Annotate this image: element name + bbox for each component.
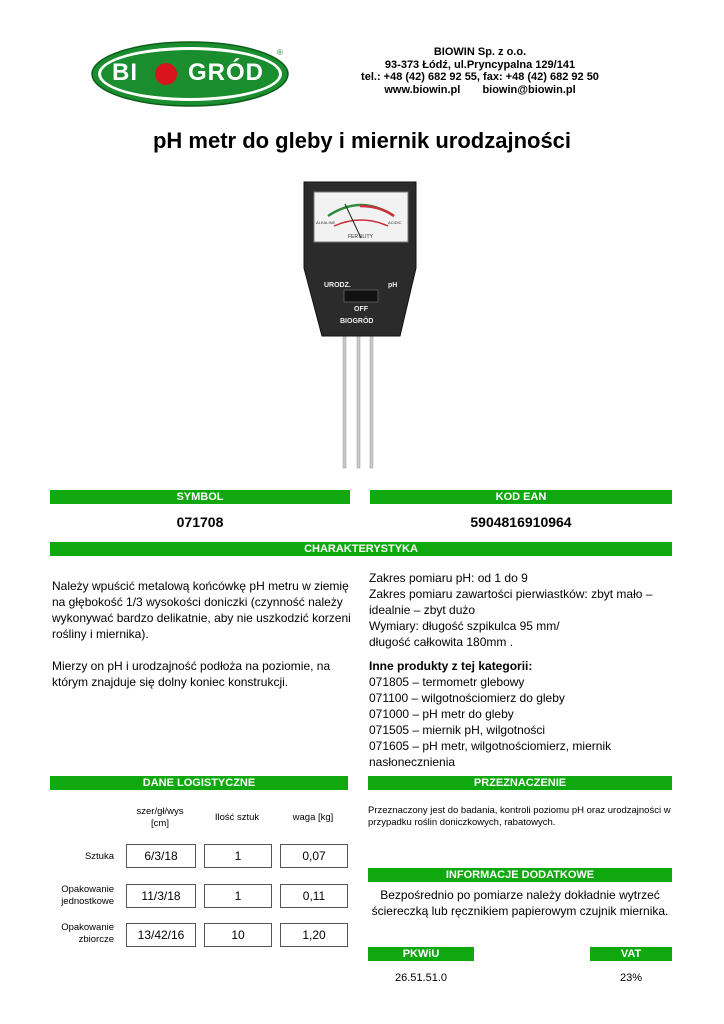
vat-value: 23% xyxy=(619,972,643,984)
specs-block xyxy=(369,570,669,650)
brand-logo xyxy=(90,40,290,108)
col-qty-header: Ilość sztuk xyxy=(214,812,260,823)
weight-cell: 0,07 xyxy=(280,844,348,868)
company-web-email xyxy=(300,84,660,97)
logistics-header: DANE LOGISTYCZNE xyxy=(50,776,348,790)
row-label-unit: Sztuka xyxy=(84,851,114,862)
logo-text-right: GRÓD xyxy=(188,59,264,86)
related-item: nasłonecznienia xyxy=(369,755,456,769)
qty-cell: 10 xyxy=(204,923,272,947)
related-title: Inne produkty z tej kategorii: xyxy=(369,659,533,673)
device-label-left: URODZ. xyxy=(324,282,351,289)
related-item: 071000 – pH metr do gleby xyxy=(369,707,514,721)
spec-line: Wymiary: długość szpikulca 95 mm/ xyxy=(369,619,560,633)
dial-label-bottom: FERTILITY xyxy=(348,234,373,240)
pkwiu-value: 26.51.51.0 xyxy=(395,972,447,984)
spec-line: idealnie – zbyt dużo xyxy=(369,603,476,617)
dims-cell: 6/3/18 xyxy=(126,844,196,868)
col-weight-header: waga [kg] xyxy=(292,812,334,823)
company-info xyxy=(300,46,660,96)
related-item: 071100 – wilgotnościomierz do gleby xyxy=(369,691,565,705)
logo-text-left: BI xyxy=(112,59,138,86)
ean-header: KOD EAN xyxy=(370,490,672,504)
related-products xyxy=(369,658,669,770)
apple-icon xyxy=(155,63,177,85)
ean-value: 5904816910964 xyxy=(470,514,572,530)
company-phone: tel.: +48 (42) 682 92 55, fax: +48 (42) 682 92 50 xyxy=(361,71,599,83)
page-title: pH metr do gleby i miernik urodzajności xyxy=(152,128,572,153)
row-label-unit-pack: Opakowanie jednostkowe xyxy=(61,884,114,907)
symbol-header: SYMBOL xyxy=(50,490,350,504)
col-dims-header: szer/gł/wys [cm] xyxy=(136,806,184,829)
symbol-value: 071708 xyxy=(176,514,224,530)
row-label-bulk-pack: Opakowanie zbiorcze xyxy=(61,922,114,945)
product-image xyxy=(300,180,422,472)
spec-line: Zakres pomiaru zawartości pierwiastków: zbyt mało – xyxy=(369,587,653,601)
registered-mark: ® xyxy=(277,48,283,57)
device-label-right: pH xyxy=(388,282,398,289)
extra-info-text: Bezpośrednio po pomiarze należy dokładnie wytrzeć ściereczką lub ręcznikiem papierowym czujnik miernika. xyxy=(371,888,669,918)
related-item: 071505 – miernik pH, wilgotności xyxy=(369,723,546,737)
pkwiu-header: PKWiU xyxy=(368,947,474,961)
related-item: 071605 – pH metr, wilgotnościomierz, miernik xyxy=(369,739,612,753)
weight-cell: 1,20 xyxy=(280,923,348,947)
description-paragraph-1: Należy wpuścić metalową końcówkę pH metru w ziemię na głębokość 1/3 wysokości doniczki (czynność należy wykonywać bardzo delikatnie, aby nie uszkodzić korzeni rośliny i miernika). xyxy=(52,579,351,641)
spec-line: długość całkowita 180mm . xyxy=(369,635,514,649)
purpose-text: Przeznaczony jest do badania, kontroli poziomu pH oraz urodzajności w przypadku roślin doniczkowych, rabatowych. xyxy=(368,805,671,828)
qty-cell: 1 xyxy=(204,884,272,908)
related-item: 071805 – termometr glebowy xyxy=(369,675,525,689)
dial-label-right: ACIDIC xyxy=(388,220,402,225)
spec-line: Zakres pomiaru pH: od 1 do 9 xyxy=(369,571,528,585)
extra-info-header: INFORMACJE DODATKOWE xyxy=(368,868,672,882)
dims-cell: 13/42/16 xyxy=(126,923,196,947)
features-header: CHARAKTERYSTYKA xyxy=(50,542,672,556)
vat-header: VAT xyxy=(590,947,672,961)
device-brand: BIOGRÓD xyxy=(340,318,374,325)
weight-cell: 0,11 xyxy=(280,884,348,908)
dims-cell: 11/3/18 xyxy=(126,884,196,908)
company-name: BIOWIN Sp. z o.o. xyxy=(433,46,527,58)
qty-cell: 1 xyxy=(204,844,272,868)
company-address: 93-373 Łódź, ul.Pryncypalna 129/141 xyxy=(384,58,576,71)
company-web[interactable]: www.biowin.pl xyxy=(384,83,461,96)
dial-label-left: ALKALINE xyxy=(316,220,336,225)
device-switch-label: OFF xyxy=(354,306,368,313)
purpose-header: PRZEZNACZENIE xyxy=(368,776,672,790)
company-email[interactable]: biowin@biowin.pl xyxy=(482,83,576,96)
description-paragraph-2: Mierzy on pH i urodzajność podłoża na poziomie, na którym znajduje się dolny koniec konstrukcji. xyxy=(52,659,331,689)
